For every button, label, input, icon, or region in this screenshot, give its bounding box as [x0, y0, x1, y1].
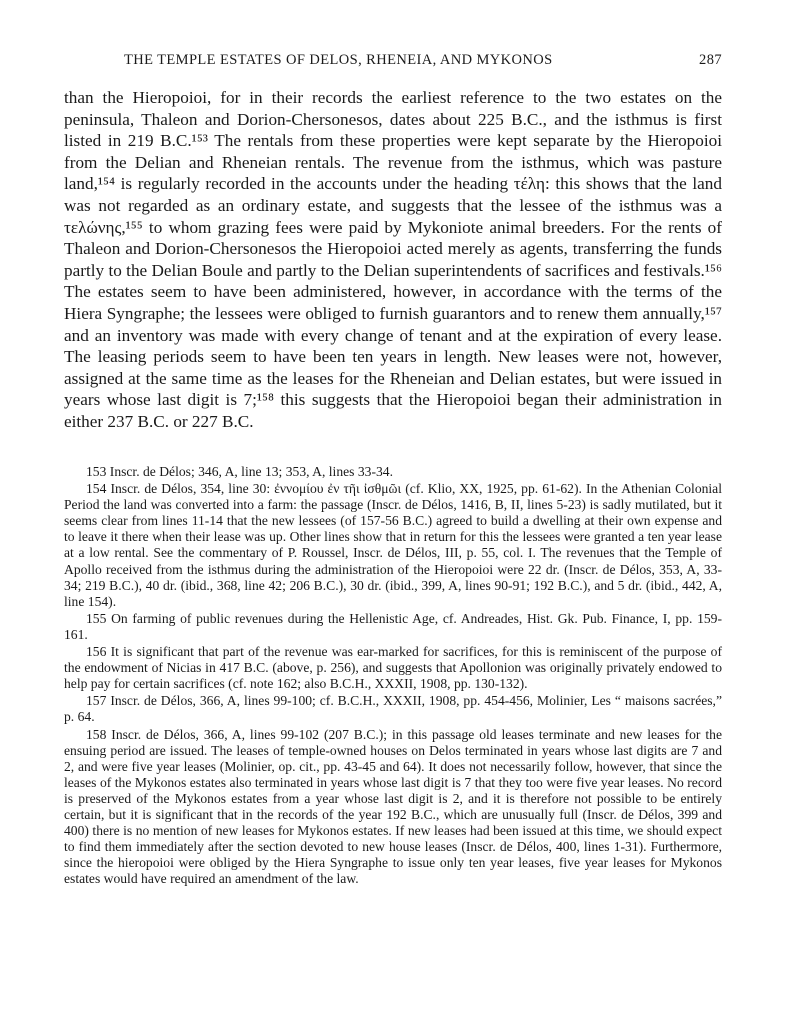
footnotes: [64, 464, 722, 888]
footnote-157: 157 Inscr. de Délos, 366, A, lines 99-100; cf. B.C.H., XXXII, 1908, pp. 454-456, Molinier, Les “ maisons sacrées,” p. 64.: [64, 693, 722, 725]
footnote-154: 154 Inscr. de Délos, 354, line 30: ἐννομίου ἐν τῆι ἰσθμῶι (cf. Klio, XX, 1925, pp. 61-62). In the Athenian Colonial Period the land was converted into a farm: the passage (Inscr. de Délos, 1416, B, II, lines 5-23) is sadly mutilated, but it seems clear from lines 11-14 that the new lessees (of 157-56 B.C.) agreed to build a dwelling at their own expense and to leave it there when their lease was up. Other lines show that in return for this the lessees were granted a ten year lease at a low rental. See the commentary of P. Roussel, Inscr. de Délos, III, p. 55, col. I. The revenues that the Temple of Apollo received from the isthmus during the administration of the Hieropoioi were 22 dr. (Inscr. de Délos, 353, A, 33-34; 219 B.C.), 40 dr. (ibid., 368, line 42; 206 B.C.), 30 dr. (ibid., 399, A, lines 90-91; 192 B.C.), and 5 dr. (ibid., 442, A, line 154).: [64, 481, 722, 609]
page-number: 287: [699, 52, 722, 68]
body-paragraph: than the Hieropoioi, for in their records the earliest reference to the two estates on the peninsula, Thaleon and Dorion-Chersonesos, dates about 225 B.C., and the isthmus is first listed in 219 B.C.¹⁵³ The rentals from these properties were kept separate by the Hieropoioi from the Delian and Rheneian rentals. The revenue from the isthmus, which was pasture land,¹⁵⁴ is regularly recorded in the accounts under the heading τέλη: this shows that the land was not regarded as an ordinary estate, and suggests that the lessee of the isthmus was a τελώνης,¹⁵⁵ to whom grazing fees were paid by Mykoniote animal breeders. For the rents of Thaleon and Dorion-Chersonesos the Hieropoioi acted merely as agents, transferring the funds partly to the Delian Boule and partly to the Delian superintendents of sacrifices and festivals.¹⁵⁶ The estates seem to have been administered, however, in accordance with the terms of the Hiera Syngraphe; the lessees were obliged to furnish guarantors and to renew them annually,¹⁵⁷ and an inventory was made with every change of tenant and at the expiration of every lease. The leasing periods seem to have been ten years in length. New leases were not, however, assigned at the same time as the leases for the Rheneian and Delian estates, but were issued in years whose last digit is 7;¹⁵⁸ this suggests that the Hieropoioi began their administration in either 237 B.C. or 227 B.C.: [64, 88, 722, 431]
footnote-156: 156 It is significant that part of the revenue was ear-marked for sacrifices, for this is reminiscent of the purpose of the endowment of Nicias in 417 B.C. (above, p. 256), and suggests that Apollonion was originally privately endowed to help pay for certain sacrifices (cf. note 162; also B.C.H., XXXII, 1908, pp. 130-132).: [64, 644, 722, 692]
running-header: [64, 52, 722, 74]
footnote-155: 155 On farming of public revenues during the Hellenistic Age, cf. Andreades, Hist. Gk. Pub. Finance, I, pp. 159-161.: [64, 610, 722, 642]
footnote-158: 158 Inscr. de Délos, 366, A, lines 99-102 (207 B.C.); in this passage old leases terminate and new leases for the ensuing period are issued. The leases of temple-owned houses on Delos terminated in years whose last digits are 7 and 2, and were five year leases (Molinier, op. cit., pp. 43-45 and 64). It does not necessarily follow, however, that since the leases of the Mykonos estates also terminated in years whose last digit is 7 that they too were five year leases. No record is preserved of the Mykonos estates from a year whose last digit is 2, and it is therefore not possible to be entirely certain, but it is significant that in the records of the year 192 B.C., which are unusually full (Inscr. de Délos, 399 and 400) there is no mention of new leases for Mykonos estates. If new leases had been issued at this time, we should expect to find them immediately after the section devoted to new house leases (Inscr. de Délos, 400, lines 1-31). Furthermore, since the hieropoioi were obliged by the Hiera Syngraphe to issue only ten year leases, five year leases for Mykonos estates would have required an amendment of the law.: [64, 726, 722, 887]
running-title: THE TEMPLE ESTATES OF DELOS, RHENEIA, AND MYKONOS: [124, 52, 553, 68]
footnote-153: 153 Inscr. de Délos; 346, A, line 13; 353, A, lines 33-34.: [86, 464, 393, 479]
